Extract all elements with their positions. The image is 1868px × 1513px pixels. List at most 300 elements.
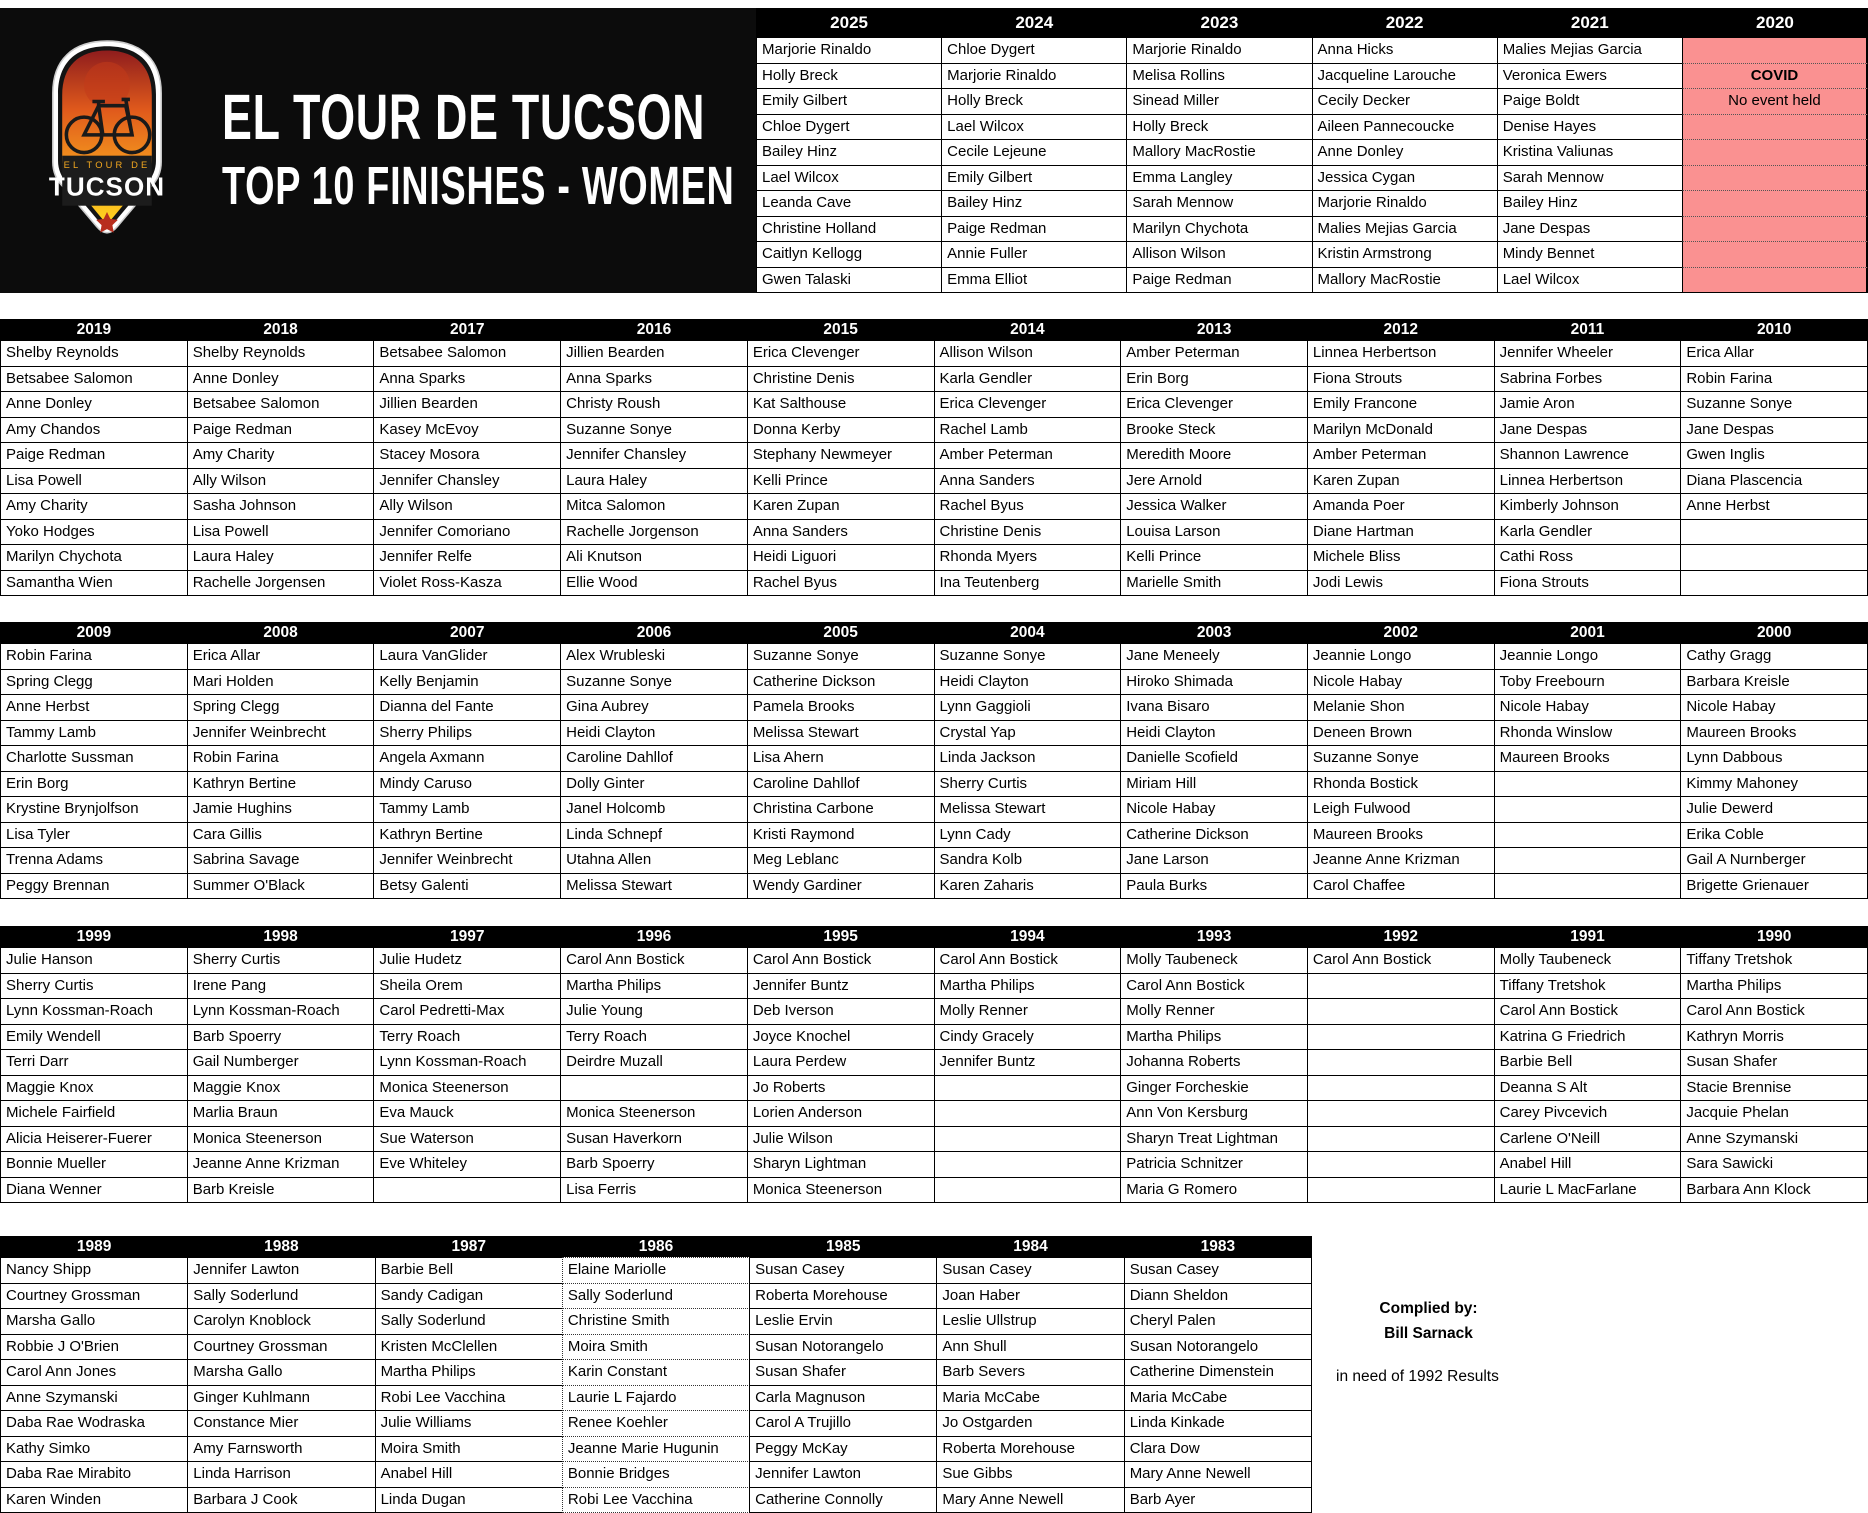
result-cell[interactable]: Carol Ann Bostick — [1680, 998, 1868, 1025]
result-cell[interactable]: Jane Despas — [1494, 417, 1682, 444]
result-cell[interactable]: Carol Pedretti-Max — [373, 998, 561, 1025]
result-cell[interactable]: Marjorie Rinaldo — [756, 37, 942, 64]
result-cell[interactable]: Diana Plascencia — [1680, 468, 1868, 495]
year-header[interactable]: 2007 — [373, 622, 561, 644]
result-cell[interactable]: Deneen Brown — [1307, 720, 1495, 747]
result-cell[interactable] — [1307, 998, 1495, 1025]
result-cell[interactable]: Anne Donley — [187, 366, 375, 393]
result-cell[interactable]: Bonnie Mueller — [0, 1151, 188, 1178]
result-cell[interactable]: Amber Peterman — [1307, 442, 1495, 469]
year-header[interactable]: 1992 — [1307, 926, 1495, 948]
result-cell[interactable]: Irene Pang — [187, 973, 375, 1000]
result-cell[interactable]: Melissa Stewart — [934, 796, 1122, 823]
result-cell[interactable] — [1682, 37, 1868, 64]
result-cell[interactable]: Louisa Larson — [1120, 519, 1308, 546]
result-cell[interactable]: Karla Gendler — [1494, 519, 1682, 546]
result-cell[interactable]: Barbara Kreisle — [1680, 669, 1868, 696]
year-header[interactable]: 2018 — [187, 319, 375, 341]
result-cell[interactable]: Gina Aubrey — [560, 694, 748, 721]
result-cell[interactable]: Sally Soderlund — [562, 1283, 750, 1310]
result-cell[interactable] — [1494, 796, 1682, 823]
result-cell[interactable]: Carla Magnuson — [749, 1385, 937, 1412]
result-cell[interactable]: Betsabee Salomon — [0, 366, 188, 393]
result-cell[interactable]: Rhonda Winslow — [1494, 720, 1682, 747]
result-cell[interactable]: Susan Casey — [1124, 1257, 1312, 1284]
result-cell[interactable]: COVID — [1682, 63, 1868, 90]
result-cell[interactable] — [1680, 519, 1868, 546]
result-cell[interactable]: Jennifer Lawton — [187, 1257, 375, 1284]
result-cell[interactable]: Jillien Bearden — [373, 391, 561, 418]
result-cell[interactable]: Christy Roush — [560, 391, 748, 418]
year-header[interactable]: 1998 — [187, 926, 375, 948]
result-cell[interactable]: Jodi Lewis — [1307, 570, 1495, 597]
result-cell[interactable]: Martha Philips — [1120, 1024, 1308, 1051]
result-cell[interactable]: Mindy Caruso — [373, 771, 561, 798]
result-cell[interactable]: Shelby Reynolds — [0, 340, 188, 367]
result-cell[interactable]: Kathryn Morris — [1680, 1024, 1868, 1051]
result-cell[interactable]: Allison Wilson — [1126, 241, 1312, 268]
result-cell[interactable]: Crystal Yap — [934, 720, 1122, 747]
result-cell[interactable]: Bailey Hinz — [756, 139, 942, 166]
result-cell[interactable]: Malies Mejias Garcia — [1497, 37, 1683, 64]
result-cell[interactable]: Maureen Brooks — [1307, 822, 1495, 849]
result-cell[interactable]: Deanna S Alt — [1494, 1075, 1682, 1102]
result-cell[interactable]: Rhonda Bostick — [1307, 771, 1495, 798]
result-cell[interactable]: Martha Philips — [1680, 973, 1868, 1000]
result-cell[interactable] — [1494, 873, 1682, 900]
result-cell[interactable]: Barb Ayer — [1124, 1487, 1312, 1513]
result-cell[interactable]: Kristi Raymond — [747, 822, 935, 849]
result-cell[interactable]: Karin Constant — [562, 1359, 750, 1386]
year-header[interactable]: 2022 — [1312, 8, 1498, 38]
result-cell[interactable]: Mindy Bennet — [1497, 241, 1683, 268]
result-cell[interactable]: Ellie Wood — [560, 570, 748, 597]
result-cell[interactable]: Malies Mejias Garcia — [1312, 216, 1498, 243]
result-cell[interactable]: Amber Peterman — [1120, 340, 1308, 367]
result-cell[interactable]: Wendy Gardiner — [747, 873, 935, 900]
result-cell[interactable]: Betsy Galenti — [373, 873, 561, 900]
result-cell[interactable]: Laurie L Fajardo — [562, 1385, 750, 1412]
result-cell[interactable]: Deirdre Muzall — [560, 1049, 748, 1076]
result-cell[interactable]: Cecile Lejeune — [941, 139, 1127, 166]
year-header[interactable]: 1984 — [936, 1236, 1124, 1258]
result-cell[interactable]: Dolly Ginter — [560, 771, 748, 798]
result-cell[interactable]: Kristin Armstrong — [1312, 241, 1498, 268]
result-cell[interactable]: Danielle Scofield — [1120, 745, 1308, 772]
result-cell[interactable]: Samantha Wien — [0, 570, 188, 597]
result-cell[interactable]: Courtney Grossman — [187, 1334, 375, 1361]
result-cell[interactable]: Suzanne Sonye — [560, 417, 748, 444]
result-cell[interactable]: Maria G Romero — [1120, 1177, 1308, 1204]
result-cell[interactable]: Yoko Hodges — [0, 519, 188, 546]
result-cell[interactable]: Susan Shafer — [749, 1359, 937, 1386]
result-cell[interactable]: Barb Spoerry — [560, 1151, 748, 1178]
result-cell[interactable]: Alex Wrubleski — [560, 643, 748, 670]
result-cell[interactable]: Lynn Kossman-Roach — [0, 998, 188, 1025]
result-cell[interactable]: Brigette Grienauer — [1680, 873, 1868, 900]
result-cell[interactable]: Carol Ann Bostick — [1494, 998, 1682, 1025]
result-cell[interactable] — [1682, 165, 1868, 192]
result-cell[interactable]: Roberta Morehouse — [749, 1283, 937, 1310]
year-header[interactable]: 2008 — [187, 622, 375, 644]
result-cell[interactable]: Ginger Forcheskie — [1120, 1075, 1308, 1102]
result-cell[interactable]: Nicole Habay — [1307, 669, 1495, 696]
result-cell[interactable]: Julie Williams — [375, 1410, 563, 1437]
result-cell[interactable] — [1494, 822, 1682, 849]
result-cell[interactable]: Robi Lee Vacchina — [562, 1487, 750, 1513]
result-cell[interactable]: Christine Denis — [934, 519, 1122, 546]
result-cell[interactable]: Ann Shull — [936, 1334, 1124, 1361]
year-header[interactable]: 2004 — [934, 622, 1122, 644]
result-cell[interactable]: Stacey Mosora — [373, 442, 561, 469]
result-cell[interactable]: Roberta Morehouse — [936, 1436, 1124, 1463]
result-cell[interactable]: Cindy Gracely — [934, 1024, 1122, 1051]
result-cell[interactable] — [1494, 847, 1682, 874]
result-cell[interactable]: Molly Renner — [934, 998, 1122, 1025]
result-cell[interactable]: Bailey Hinz — [941, 190, 1127, 217]
result-cell[interactable]: Catherine Dickson — [747, 669, 935, 696]
result-cell[interactable]: Lynn Gaggioli — [934, 694, 1122, 721]
result-cell[interactable]: Tiffany Tretshok — [1494, 973, 1682, 1000]
year-header[interactable]: 2023 — [1126, 8, 1312, 38]
result-cell[interactable]: Martha Philips — [560, 973, 748, 1000]
result-cell[interactable]: Suzanne Sonye — [1680, 391, 1868, 418]
result-cell[interactable]: Molly Taubeneck — [1120, 947, 1308, 974]
year-header[interactable]: 1996 — [560, 926, 748, 948]
result-cell[interactable]: Emma Elliot — [941, 267, 1127, 294]
result-cell[interactable]: Krystine Brynjolfson — [0, 796, 188, 823]
result-cell[interactable]: Martha Philips — [934, 973, 1122, 1000]
result-cell[interactable]: Sally Soderlund — [187, 1283, 375, 1310]
result-cell[interactable]: Rachelle Jorgensen — [187, 570, 375, 597]
result-cell[interactable]: Sherry Curtis — [187, 947, 375, 974]
year-header[interactable]: 2005 — [747, 622, 935, 644]
result-cell[interactable]: Amanda Poer — [1307, 493, 1495, 520]
result-cell[interactable]: Jamie Hughins — [187, 796, 375, 823]
result-cell[interactable]: Susan Casey — [749, 1257, 937, 1284]
result-cell[interactable]: Trenna Adams — [0, 847, 188, 874]
result-cell[interactable]: Anne Szymanski — [0, 1385, 188, 1412]
result-cell[interactable]: Kathryn Bertine — [373, 822, 561, 849]
result-cell[interactable]: Anabel Hill — [1494, 1151, 1682, 1178]
result-cell[interactable]: Kasey McEvoy — [373, 417, 561, 444]
result-cell[interactable]: Janel Holcomb — [560, 796, 748, 823]
result-cell[interactable]: Jacquie Phelan — [1680, 1100, 1868, 1127]
result-cell[interactable]: Sue Gibbs — [936, 1461, 1124, 1488]
result-cell[interactable]: Linda Dugan — [375, 1487, 563, 1513]
year-header[interactable]: 2001 — [1494, 622, 1682, 644]
result-cell[interactable]: Karen Zupan — [1307, 468, 1495, 495]
result-cell[interactable]: Maggie Knox — [0, 1075, 188, 1102]
result-cell[interactable]: Maureen Brooks — [1494, 745, 1682, 772]
result-cell[interactable]: Carol Ann Bostick — [1307, 947, 1495, 974]
result-cell[interactable]: Robin Farina — [1680, 366, 1868, 393]
result-cell[interactable]: Sandra Kolb — [934, 847, 1122, 874]
result-cell[interactable]: Meredith Moore — [1120, 442, 1308, 469]
result-cell[interactable]: Jo Roberts — [747, 1075, 935, 1102]
result-cell[interactable]: Jennifer Relfe — [373, 544, 561, 571]
result-cell[interactable]: Gail A Nurnberger — [1680, 847, 1868, 874]
result-cell[interactable]: Monica Steenerson — [187, 1126, 375, 1153]
result-cell[interactable]: Molly Renner — [1120, 998, 1308, 1025]
result-cell[interactable]: Paige Redman — [187, 417, 375, 444]
year-header[interactable]: 2019 — [0, 319, 188, 341]
result-cell[interactable]: Jessica Cygan — [1312, 165, 1498, 192]
result-cell[interactable]: Jeannie Longo — [1494, 643, 1682, 670]
result-cell[interactable]: Diann Sheldon — [1124, 1283, 1312, 1310]
year-header[interactable]: 1989 — [0, 1236, 188, 1258]
year-header[interactable]: 2015 — [747, 319, 935, 341]
result-cell[interactable]: Jane Larson — [1120, 847, 1308, 874]
result-cell[interactable] — [1682, 216, 1868, 243]
year-header[interactable]: 1991 — [1494, 926, 1682, 948]
result-cell[interactable]: Betsabee Salomon — [187, 391, 375, 418]
result-cell[interactable]: Lael Wilcox — [1497, 267, 1683, 294]
result-cell[interactable]: Carol Ann Bostick — [747, 947, 935, 974]
year-header[interactable]: 1999 — [0, 926, 188, 948]
result-cell[interactable]: Jennifer Chansley — [560, 442, 748, 469]
result-cell[interactable]: Aileen Pannecoucke — [1312, 114, 1498, 141]
result-cell[interactable]: Karen Winden — [0, 1487, 188, 1513]
result-cell[interactable]: Gail Numberger — [187, 1049, 375, 1076]
result-cell[interactable]: Rhonda Myers — [934, 544, 1122, 571]
result-cell[interactable]: Carol Ann Bostick — [1120, 973, 1308, 1000]
result-cell[interactable]: Lorien Anderson — [747, 1100, 935, 1127]
result-cell[interactable] — [1307, 1177, 1495, 1204]
result-cell[interactable]: Annie Fuller — [941, 241, 1127, 268]
result-cell[interactable]: Holly Breck — [756, 63, 942, 90]
result-cell[interactable]: Eva Mauck — [373, 1100, 561, 1127]
result-cell[interactable]: Ally Wilson — [187, 468, 375, 495]
year-header[interactable]: 2003 — [1120, 622, 1308, 644]
result-cell[interactable]: Terry Roach — [560, 1024, 748, 1051]
result-cell[interactable]: Lynn Kossman-Roach — [187, 998, 375, 1025]
result-cell[interactable]: Heidi Clayton — [1120, 720, 1308, 747]
result-cell[interactable]: Anna Sparks — [373, 366, 561, 393]
result-cell[interactable]: Erika Coble — [1680, 822, 1868, 849]
result-cell[interactable]: Robbie J O'Brien — [0, 1334, 188, 1361]
result-cell[interactable]: Joan Haber — [936, 1283, 1124, 1310]
result-cell[interactable]: Chloe Dygert — [756, 114, 942, 141]
result-cell[interactable]: Heidi Liguori — [747, 544, 935, 571]
result-cell[interactable]: Cecily Decker — [1312, 88, 1498, 115]
result-cell[interactable]: Diane Hartman — [1307, 519, 1495, 546]
result-cell[interactable]: Caitlyn Kellogg — [756, 241, 942, 268]
result-cell[interactable]: Mary Anne Newell — [936, 1487, 1124, 1513]
result-cell[interactable]: Catherine Dimenstein — [1124, 1359, 1312, 1386]
year-header[interactable]: 2020 — [1682, 8, 1868, 38]
result-cell[interactable]: Sara Sawicki — [1680, 1151, 1868, 1178]
result-cell[interactable]: Constance Mier — [187, 1410, 375, 1437]
result-cell[interactable]: Ali Knutson — [560, 544, 748, 571]
result-cell[interactable]: Laura Haley — [560, 468, 748, 495]
result-cell[interactable]: Kelly Benjamin — [373, 669, 561, 696]
result-cell[interactable]: Tiffany Tretshok — [1680, 947, 1868, 974]
result-cell[interactable]: Robin Farina — [187, 745, 375, 772]
year-header[interactable]: 1985 — [749, 1236, 937, 1258]
result-cell[interactable]: Rachel Lamb — [934, 417, 1122, 444]
result-cell[interactable]: Marielle Smith — [1120, 570, 1308, 597]
result-cell[interactable]: Robin Farina — [0, 643, 188, 670]
result-cell[interactable]: Amber Peterman — [934, 442, 1122, 469]
result-cell[interactable]: Sarah Mennow — [1126, 190, 1312, 217]
result-cell[interactable]: Christine Holland — [756, 216, 942, 243]
result-cell[interactable]: Jamie Aron — [1494, 391, 1682, 418]
result-cell[interactable]: Leanda Cave — [756, 190, 942, 217]
result-cell[interactable]: Marjorie Rinaldo — [941, 63, 1127, 90]
result-cell[interactable]: Cara Gillis — [187, 822, 375, 849]
result-cell[interactable]: Erin Borg — [1120, 366, 1308, 393]
year-header[interactable]: 2000 — [1680, 622, 1868, 644]
result-cell[interactable]: Jeannie Longo — [1307, 643, 1495, 670]
result-cell[interactable]: Jennifer Lawton — [749, 1461, 937, 1488]
result-cell[interactable]: Suzanne Sonye — [934, 643, 1122, 670]
result-cell[interactable]: Carol Chaffee — [1307, 873, 1495, 900]
result-cell[interactable]: Laurie L MacFarlane — [1494, 1177, 1682, 1204]
result-cell[interactable]: Jeanne Marie Hugunin — [562, 1436, 750, 1463]
result-cell[interactable]: Laura Perdew — [747, 1049, 935, 1076]
result-cell[interactable]: Barbara Ann Klock — [1680, 1177, 1868, 1204]
result-cell[interactable]: Barb Kreisle — [187, 1177, 375, 1204]
result-cell[interactable] — [1680, 544, 1868, 571]
result-cell[interactable] — [1682, 114, 1868, 141]
result-cell[interactable]: Barb Severs — [936, 1359, 1124, 1386]
result-cell[interactable]: Stacie Brennise — [1680, 1075, 1868, 1102]
result-cell[interactable]: Moira Smith — [375, 1436, 563, 1463]
result-cell[interactable]: Emily Gilbert — [941, 165, 1127, 192]
result-cell[interactable]: Clara Dow — [1124, 1436, 1312, 1463]
result-cell[interactable]: Carolyn Knoblock — [187, 1308, 375, 1335]
result-cell[interactable]: Ginger Kuhlmann — [187, 1385, 375, 1412]
result-cell[interactable]: Marjorie Rinaldo — [1126, 37, 1312, 64]
result-cell[interactable]: Spring Clegg — [187, 694, 375, 721]
result-cell[interactable]: Carol Ann Bostick — [560, 947, 748, 974]
result-cell[interactable]: Sally Soderlund — [375, 1308, 563, 1335]
result-cell[interactable]: Rachelle Jorgenson — [560, 519, 748, 546]
result-cell[interactable]: Barb Spoerry — [187, 1024, 375, 1051]
result-cell[interactable]: Nicole Habay — [1494, 694, 1682, 721]
result-cell[interactable]: Summer O'Black — [187, 873, 375, 900]
result-cell[interactable]: Julie Dewerd — [1680, 796, 1868, 823]
result-cell[interactable] — [934, 1100, 1122, 1127]
result-cell[interactable]: Susan Notorangelo — [1124, 1334, 1312, 1361]
result-cell[interactable] — [1682, 190, 1868, 217]
result-cell[interactable]: Jennifer Comoriano — [373, 519, 561, 546]
result-cell[interactable]: Mitca Salomon — [560, 493, 748, 520]
result-cell[interactable]: Betsabee Salomon — [373, 340, 561, 367]
result-cell[interactable]: Tammy Lamb — [0, 720, 188, 747]
result-cell[interactable]: Jane Despas — [1680, 417, 1868, 444]
result-cell[interactable]: Peggy McKay — [749, 1436, 937, 1463]
result-cell[interactable]: Laura Haley — [187, 544, 375, 571]
year-header[interactable]: 2006 — [560, 622, 748, 644]
result-cell[interactable]: Paige Boldt — [1497, 88, 1683, 115]
result-cell[interactable]: Jennifer Weinbrecht — [187, 720, 375, 747]
result-cell[interactable]: Barbie Bell — [1494, 1049, 1682, 1076]
result-cell[interactable]: Carey Pivcevich — [1494, 1100, 1682, 1127]
result-cell[interactable] — [934, 1177, 1122, 1204]
result-cell[interactable]: Suzanne Sonye — [560, 669, 748, 696]
result-cell[interactable] — [1682, 267, 1868, 294]
result-cell[interactable]: Melissa Stewart — [747, 720, 935, 747]
year-header[interactable]: 2016 — [560, 319, 748, 341]
result-cell[interactable]: Holly Breck — [941, 88, 1127, 115]
result-cell[interactable]: Kristen McClellen — [375, 1334, 563, 1361]
result-cell[interactable]: Linda Schnepf — [560, 822, 748, 849]
year-header[interactable]: 1983 — [1124, 1236, 1312, 1258]
result-cell[interactable]: Anne Herbst — [1680, 493, 1868, 520]
result-cell[interactable]: Katrina G Friedrich — [1494, 1024, 1682, 1051]
result-cell[interactable] — [1307, 1151, 1495, 1178]
result-cell[interactable]: No event held — [1682, 88, 1868, 115]
result-cell[interactable]: Suzanne Sonye — [747, 643, 935, 670]
result-cell[interactable]: Sandy Cadigan — [375, 1283, 563, 1310]
result-cell[interactable]: Nicole Habay — [1680, 694, 1868, 721]
year-header[interactable]: 1986 — [562, 1236, 750, 1258]
result-cell[interactable]: Robi Lee Vacchina — [375, 1385, 563, 1412]
result-cell[interactable]: Shannon Lawrence — [1494, 442, 1682, 469]
result-cell[interactable]: Mallory MacRostie — [1126, 139, 1312, 166]
result-cell[interactable]: Hiroko Shimada — [1120, 669, 1308, 696]
result-cell[interactable]: Linda Jackson — [934, 745, 1122, 772]
result-cell[interactable]: Monica Steenerson — [560, 1100, 748, 1127]
result-cell[interactable]: Bailey Hinz — [1497, 190, 1683, 217]
result-cell[interactable]: Julie Young — [560, 998, 748, 1025]
result-cell[interactable] — [1682, 139, 1868, 166]
result-cell[interactable]: Julie Wilson — [747, 1126, 935, 1153]
result-cell[interactable]: Jennifer Wheeler — [1494, 340, 1682, 367]
result-cell[interactable]: Sabrina Forbes — [1494, 366, 1682, 393]
year-header[interactable]: 1988 — [187, 1236, 375, 1258]
result-cell[interactable]: Anna Sparks — [560, 366, 748, 393]
result-cell[interactable] — [1307, 1049, 1495, 1076]
result-cell[interactable]: Ina Teutenberg — [934, 570, 1122, 597]
result-cell[interactable]: Holly Breck — [1126, 114, 1312, 141]
result-cell[interactable] — [1680, 570, 1868, 597]
result-cell[interactable]: Emma Langley — [1126, 165, 1312, 192]
result-cell[interactable]: Shelby Reynolds — [187, 340, 375, 367]
result-cell[interactable]: Christine Smith — [562, 1308, 750, 1335]
result-cell[interactable]: Linda Kinkade — [1124, 1410, 1312, 1437]
result-cell[interactable]: Marilyn Chychota — [0, 544, 188, 571]
result-cell[interactable]: Anne Herbst — [0, 694, 188, 721]
result-cell[interactable]: Jeanne Anne Krizman — [187, 1151, 375, 1178]
result-cell[interactable]: Carlene O'Neill — [1494, 1126, 1682, 1153]
result-cell[interactable]: Brooke Steck — [1120, 417, 1308, 444]
result-cell[interactable]: Anna Hicks — [1312, 37, 1498, 64]
result-cell[interactable]: Diana Wenner — [0, 1177, 188, 1204]
result-cell[interactable]: Fiona Strouts — [1494, 570, 1682, 597]
result-cell[interactable]: Anne Szymanski — [1680, 1126, 1868, 1153]
result-cell[interactable]: Ann Von Kersburg — [1120, 1100, 1308, 1127]
result-cell[interactable]: Amy Charity — [0, 493, 188, 520]
result-cell[interactable]: Sharyn Lightman — [747, 1151, 935, 1178]
year-header[interactable]: 2010 — [1680, 319, 1868, 341]
result-cell[interactable]: Sherry Curtis — [0, 973, 188, 1000]
result-cell[interactable]: Rachel Byus — [934, 493, 1122, 520]
result-cell[interactable]: Emily Gilbert — [756, 88, 942, 115]
result-cell[interactable]: Gwen Talaski — [756, 267, 942, 294]
result-cell[interactable]: Jennifer Buntz — [747, 973, 935, 1000]
result-cell[interactable]: Jeanne Anne Krizman — [1307, 847, 1495, 874]
result-cell[interactable]: Catherine Connolly — [749, 1487, 937, 1513]
result-cell[interactable]: Cheryl Palen — [1124, 1308, 1312, 1335]
result-cell[interactable]: Moira Smith — [562, 1334, 750, 1361]
result-cell[interactable]: Susan Notorangelo — [749, 1334, 937, 1361]
result-cell[interactable]: Renee Koehler — [562, 1410, 750, 1437]
result-cell[interactable]: Linnea Herbertson — [1307, 340, 1495, 367]
result-cell[interactable]: Rachel Byus — [747, 570, 935, 597]
